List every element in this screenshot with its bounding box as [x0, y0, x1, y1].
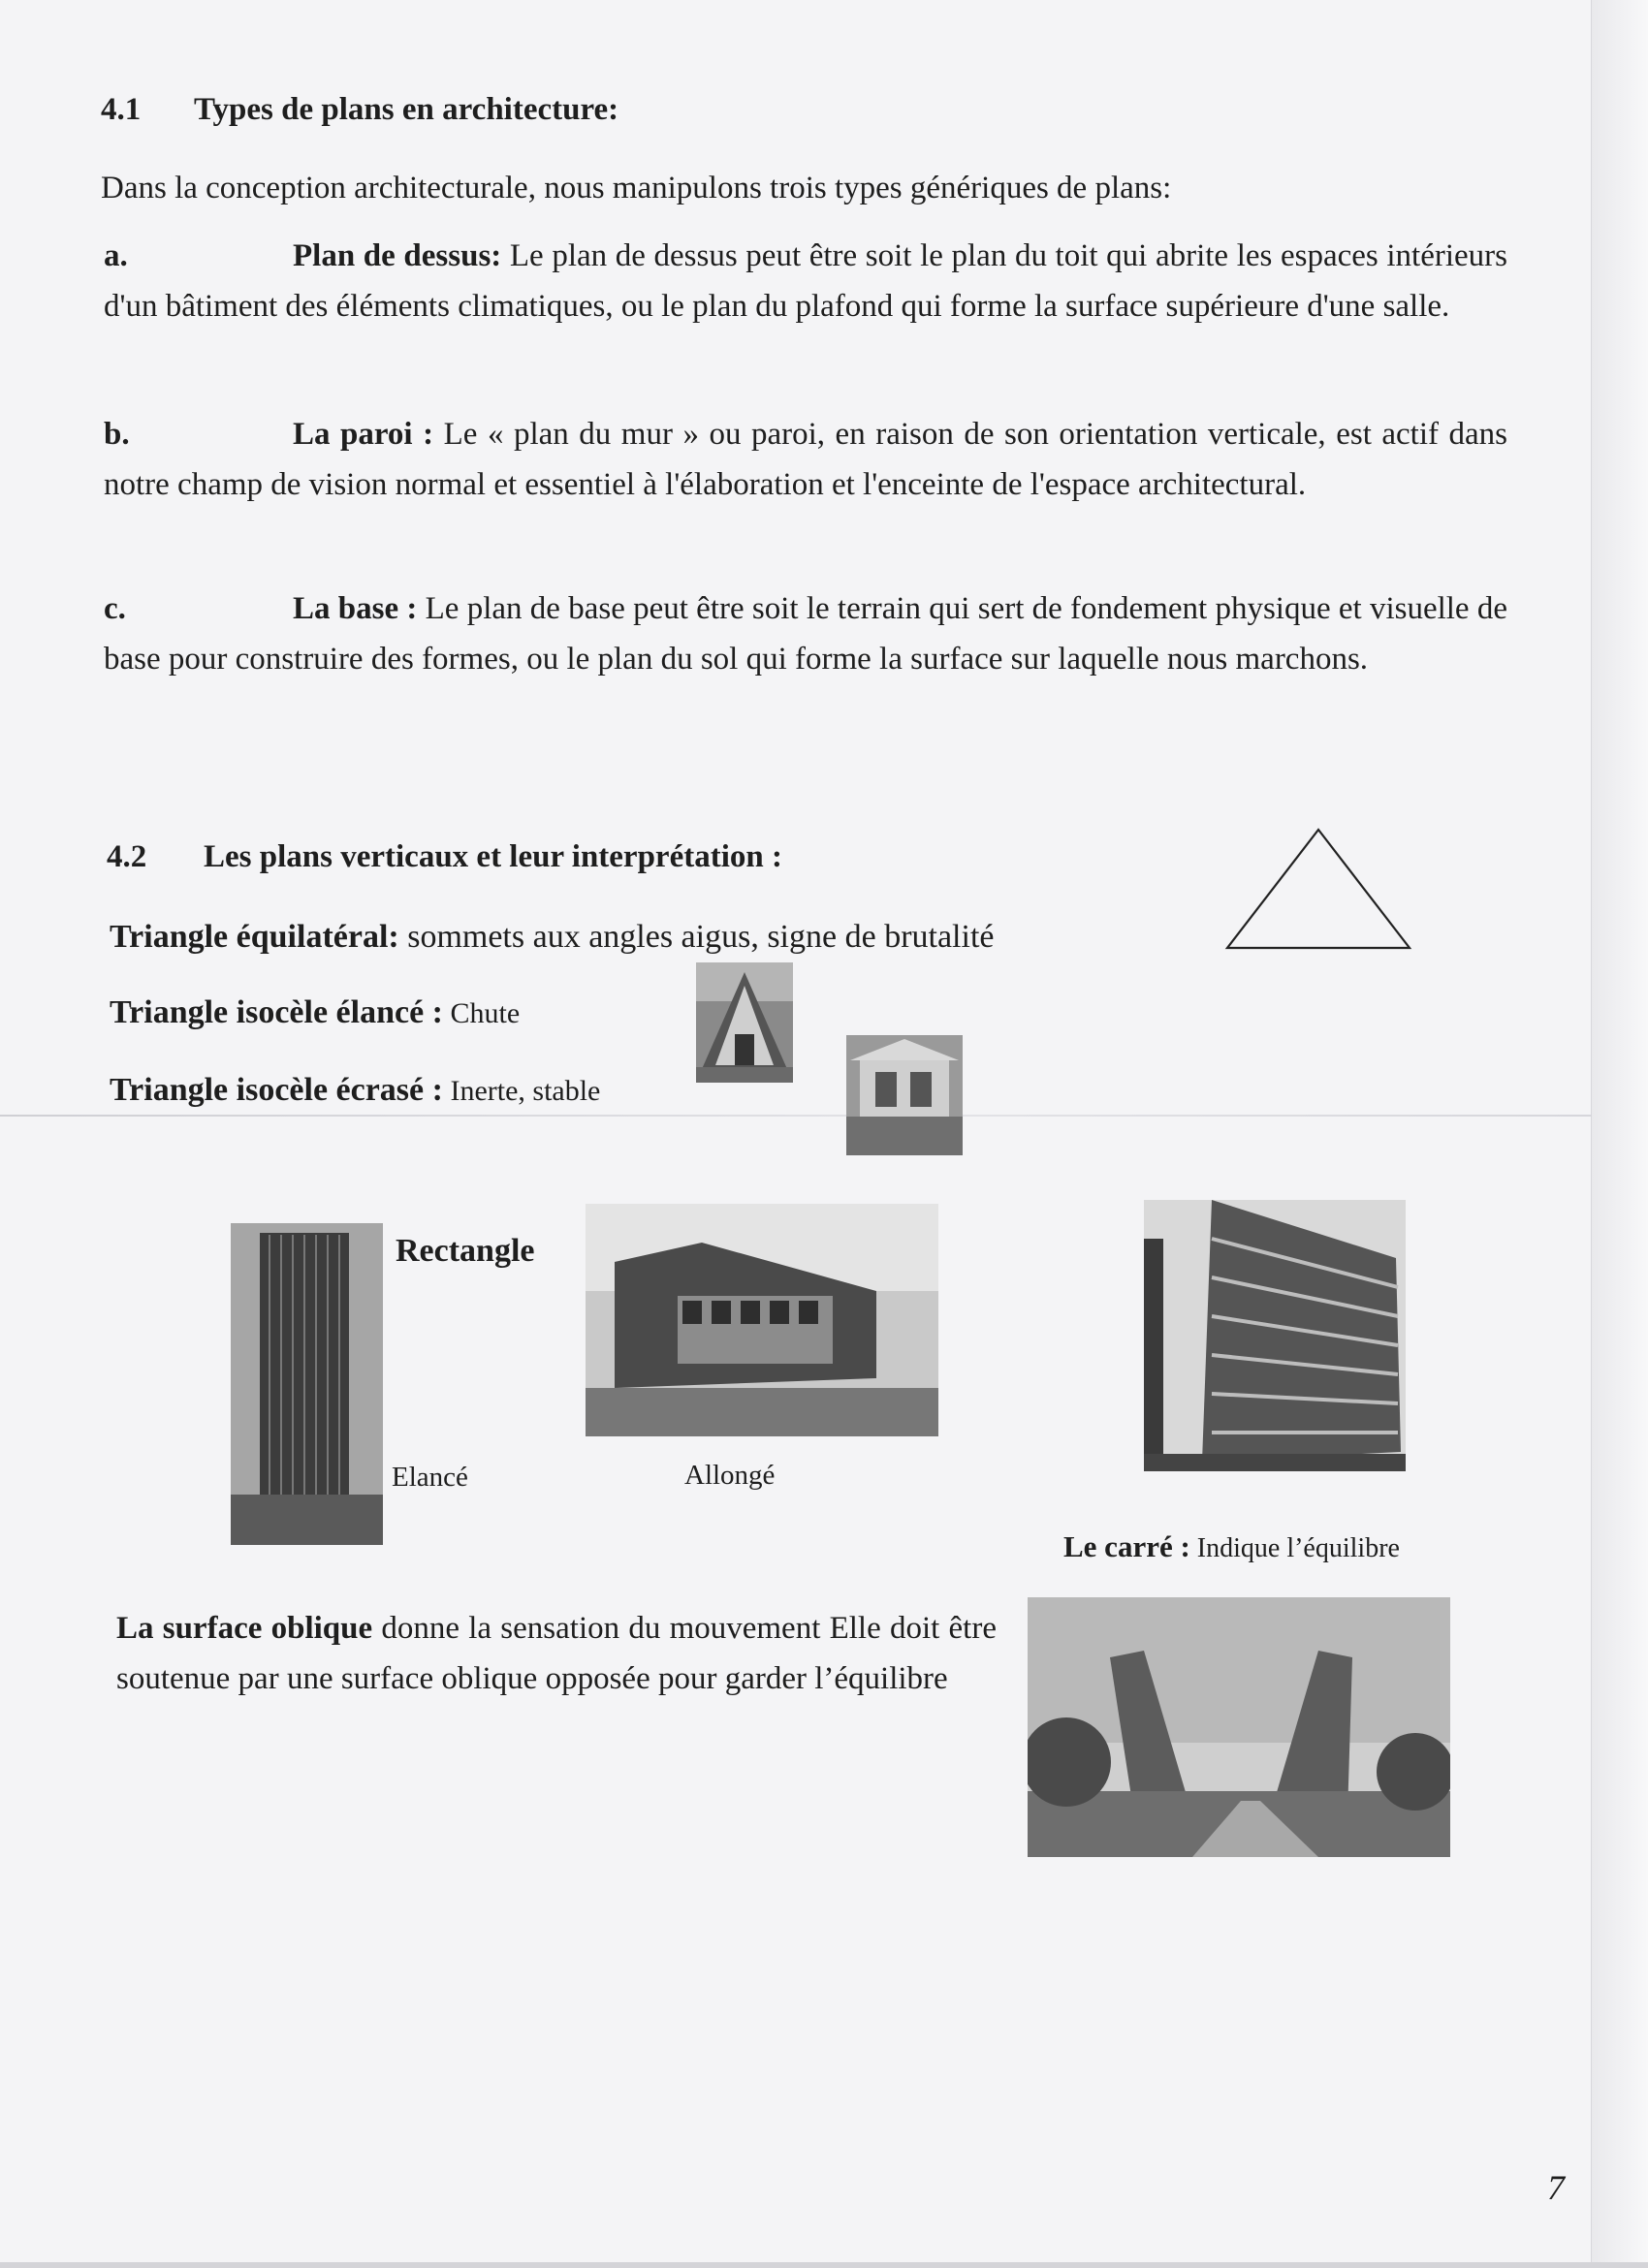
triangle-term: Triangle équilatéral: [110, 919, 399, 955]
caption-allonge: Allongé [684, 1460, 776, 1491]
page-number: 7 [1547, 2168, 1565, 2207]
triangle-equilateral [110, 919, 994, 956]
section-4-1-heading [101, 92, 618, 128]
low-building-photo [846, 1035, 963, 1155]
intro-paragraph: Dans la conception architecturale, nous manipulons trois types génériques de plans: [101, 171, 1172, 205]
section-title: Les plans verticaux et leur interprétation : [204, 839, 782, 874]
carre-line [1063, 1529, 1400, 1564]
item-marker: a. [104, 238, 128, 273]
item-c [104, 583, 1507, 684]
square-building-photo [1144, 1200, 1406, 1471]
chapel-photo [696, 962, 793, 1083]
triangle-term: Triangle isocèle élancé : [110, 994, 443, 1030]
rectangle-label: Rectangle [396, 1233, 535, 1269]
carre-term: Le carré : [1063, 1529, 1190, 1563]
bottom-edge [0, 2262, 1648, 2268]
section-title: Types de plans en architecture: [194, 92, 619, 127]
item-marker: b. [104, 417, 130, 452]
triangle-desc: sommets aux angles aigus, signe de brutalité [398, 919, 995, 955]
item-text: Le plan de base peut être soit le terrain qui sert de fondement physique et visuelle de base pour construire des formes, ou le plan du sol qui forme la surface sur laquelle nous marchons. [104, 591, 1507, 677]
item-a [104, 231, 1507, 331]
item-term: Plan de dessus: [293, 238, 502, 273]
triangle-desc: Chute [442, 997, 521, 1029]
section-4-2-heading [107, 839, 782, 875]
triangle-term: Triangle isocèle écrasé : [110, 1072, 443, 1108]
item-b [104, 409, 1507, 510]
oblique-paragraph [116, 1603, 997, 1704]
oblique-term: La surface oblique [116, 1611, 373, 1646]
equilateral-triangle-diagram [1223, 826, 1413, 954]
triangle-isocele-elance [110, 994, 520, 1031]
long-building-photo [586, 1204, 938, 1436]
tall-tower-photo [231, 1223, 383, 1545]
oblique-towers-photo [1028, 1597, 1450, 1857]
triangle-desc: Inerte, stable [442, 1075, 601, 1107]
fold-line [0, 1115, 1592, 1117]
carre-desc: Indique l’équilibre [1189, 1533, 1400, 1563]
paper-edge [1591, 0, 1648, 2268]
item-text: Le plan de dessus peut être soit le plan du toit qui abrite les espaces intérieurs d'un bâtiment des éléments climatiques, ou le plan du plafond qui forme la surface supérieure d'une salle. [104, 238, 1507, 324]
item-text: Le « plan du mur » ou paroi, en raison de son orientation verticale, est actif dans notre champ de vision normal et essentiel à l'élaboration et l'enceinte de l'espace architectural. [104, 417, 1507, 502]
item-marker: c. [104, 591, 126, 626]
caption-elance: Elancé [392, 1462, 468, 1493]
triangle-isocele-ecrase [110, 1072, 600, 1109]
item-term: La base : [293, 591, 418, 626]
oblique-text: donne la sensation du mouvement Elle doit être soutenue par une surface oblique opposée pour garder l’équilibre [116, 1611, 997, 1696]
item-term: La paroi : [293, 417, 434, 452]
section-number: 4.2 [107, 839, 147, 874]
section-number: 4.1 [101, 92, 142, 127]
